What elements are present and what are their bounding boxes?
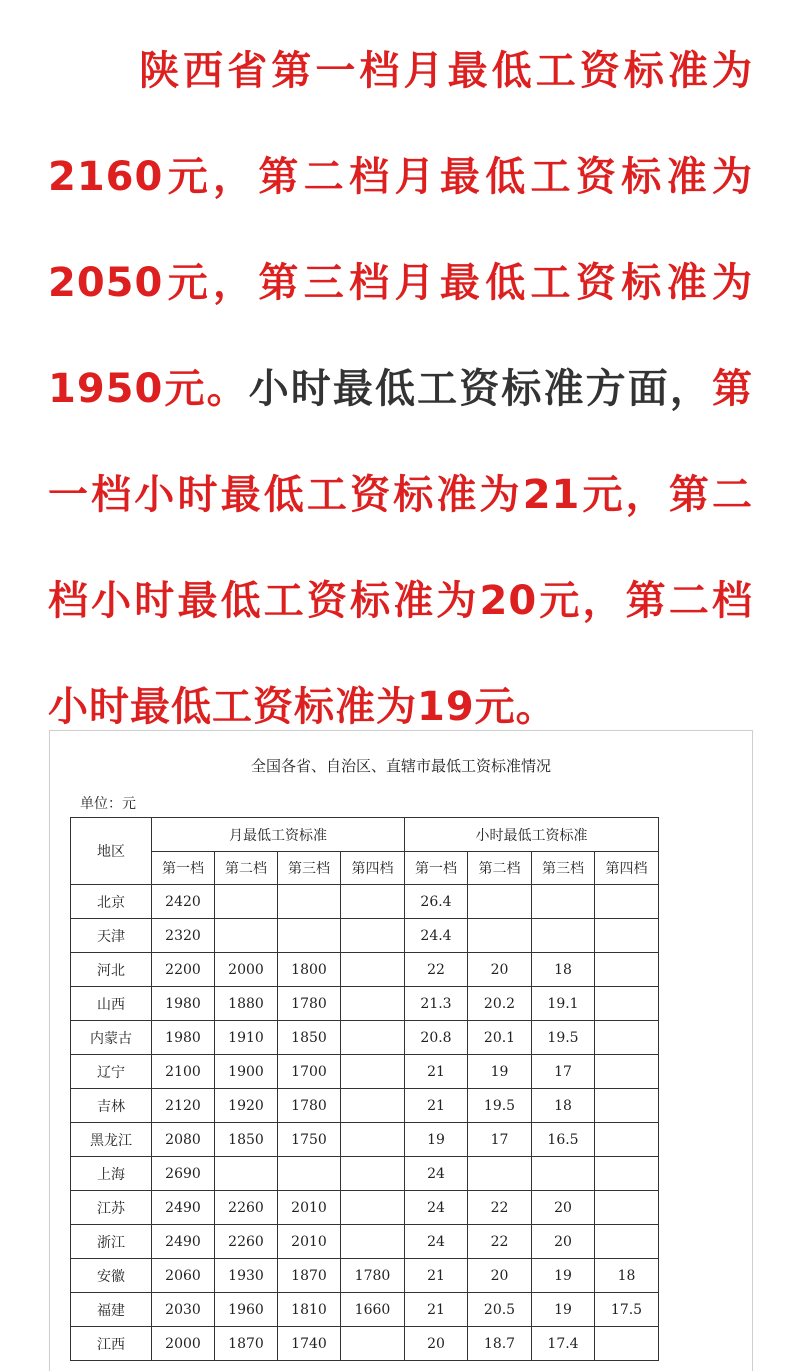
value-cell: 1700 (278, 1055, 341, 1089)
article-text-red-1: 陕西省第一档月最低工资标准为2160元，第二档月最低工资标准为2050元，第三档月最低工资标准为1950元。 (48, 48, 753, 412)
value-cell (595, 953, 659, 987)
region-cell: 河北 (71, 953, 152, 987)
value-cell: 19 (405, 1123, 468, 1157)
value-cell (341, 1157, 405, 1191)
value-cell: 1980 (152, 987, 215, 1021)
value-cell: 2000 (152, 1327, 215, 1361)
value-cell: 1850 (278, 1021, 341, 1055)
article-text-red-2: 第一档小时最低工资标准为21元，第二档小时最低工资标准为20元，第二档小时最低工资标准为19元。 (48, 366, 754, 730)
header-monthly-tier-1: 第一档 (152, 852, 215, 885)
value-cell: 24 (405, 1157, 468, 1191)
value-cell: 18 (595, 1259, 659, 1293)
value-cell (215, 885, 278, 919)
header-hourly: 小时最低工资标准 (405, 818, 659, 852)
value-cell: 20.8 (405, 1021, 468, 1055)
value-cell (278, 919, 341, 953)
value-cell (595, 1055, 659, 1089)
table-row (71, 1293, 659, 1327)
value-cell: 20 (468, 953, 532, 987)
value-cell: 20 (468, 1259, 532, 1293)
header-hourly-tier-3: 第三档 (532, 852, 595, 885)
value-cell: 19.5 (532, 1021, 595, 1055)
table-row (71, 987, 659, 1021)
region-cell: 内蒙古 (71, 1021, 152, 1055)
value-cell (215, 919, 278, 953)
value-cell: 1960 (215, 1293, 278, 1327)
table-row (71, 1327, 659, 1361)
value-cell: 1800 (278, 953, 341, 987)
value-cell (468, 1157, 532, 1191)
value-cell: 1980 (152, 1021, 215, 1055)
table-row (71, 1021, 659, 1055)
value-cell: 24 (405, 1191, 468, 1225)
table-body (71, 885, 659, 1361)
value-cell (341, 1089, 405, 1123)
table-row (71, 919, 659, 953)
table-row (71, 1225, 659, 1259)
value-cell: 20.1 (468, 1021, 532, 1055)
document-title: 全国各省、自治区、直辖市最低工资标准情况 (250, 757, 551, 775)
value-cell (595, 987, 659, 1021)
value-cell (278, 1157, 341, 1191)
region-cell: 北京 (71, 885, 152, 919)
value-cell (341, 1021, 405, 1055)
value-cell: 1780 (341, 1259, 405, 1293)
header-hourly-tier-4: 第四档 (595, 852, 659, 885)
value-cell: 22 (468, 1225, 532, 1259)
region-cell: 吉林 (71, 1089, 152, 1123)
value-cell: 26.4 (405, 885, 468, 919)
value-cell: 1780 (278, 987, 341, 1021)
region-cell: 天津 (71, 919, 152, 953)
value-cell: 1780 (278, 1089, 341, 1123)
article-paragraph (48, 18, 753, 760)
value-cell (341, 1191, 405, 1225)
value-cell (341, 1327, 405, 1361)
value-cell: 1740 (278, 1327, 341, 1361)
value-cell: 2030 (152, 1293, 215, 1327)
table-row (71, 1055, 659, 1089)
value-cell: 1870 (215, 1327, 278, 1361)
value-cell: 1930 (215, 1259, 278, 1293)
value-cell: 1750 (278, 1123, 341, 1157)
value-cell: 2260 (215, 1191, 278, 1225)
value-cell: 20 (532, 1191, 595, 1225)
region-cell: 江苏 (71, 1191, 152, 1225)
value-cell: 19.5 (468, 1089, 532, 1123)
value-cell: 24 (405, 1225, 468, 1259)
value-cell (595, 919, 659, 953)
value-cell (595, 1021, 659, 1055)
value-cell (341, 987, 405, 1021)
header-region: 地区 (71, 818, 152, 885)
table-header-row (71, 818, 659, 852)
value-cell (341, 1225, 405, 1259)
value-cell: 19 (532, 1293, 595, 1327)
table-row (71, 1259, 659, 1293)
value-cell (468, 885, 532, 919)
value-cell (595, 1191, 659, 1225)
value-cell (278, 885, 341, 919)
table-row (71, 1123, 659, 1157)
table-subheader-row (71, 852, 659, 885)
header-hourly-tier-2: 第二档 (468, 852, 532, 885)
value-cell: 20 (532, 1225, 595, 1259)
unit-label: 单位：元 (80, 796, 136, 812)
minimum-wage-table (70, 817, 659, 1361)
value-cell (595, 1157, 659, 1191)
table-row (71, 1157, 659, 1191)
value-cell (595, 1327, 659, 1361)
table-row (71, 953, 659, 987)
value-cell: 2060 (152, 1259, 215, 1293)
region-cell: 浙江 (71, 1225, 152, 1259)
region-cell: 江西 (71, 1327, 152, 1361)
value-cell: 17 (532, 1055, 595, 1089)
value-cell: 21.3 (405, 987, 468, 1021)
region-cell: 安徽 (71, 1259, 152, 1293)
value-cell (595, 1089, 659, 1123)
region-cell: 上海 (71, 1157, 152, 1191)
value-cell: 24.4 (405, 919, 468, 953)
header-monthly: 月最低工资标准 (152, 818, 405, 852)
value-cell: 2100 (152, 1055, 215, 1089)
value-cell (595, 885, 659, 919)
value-cell: 2120 (152, 1089, 215, 1123)
value-cell: 2420 (152, 885, 215, 919)
table-row (71, 1191, 659, 1225)
value-cell: 22 (405, 953, 468, 987)
value-cell: 17.5 (595, 1293, 659, 1327)
document-image (49, 730, 753, 1371)
value-cell: 1880 (215, 987, 278, 1021)
header-monthly-tier-2: 第二档 (215, 852, 278, 885)
value-cell: 2690 (152, 1157, 215, 1191)
value-cell: 20.5 (468, 1293, 532, 1327)
value-cell: 2000 (215, 953, 278, 987)
value-cell: 2260 (215, 1225, 278, 1259)
value-cell (341, 1055, 405, 1089)
value-cell: 1660 (341, 1293, 405, 1327)
header-monthly-tier-3: 第三档 (278, 852, 341, 885)
table-row (71, 885, 659, 919)
value-cell: 18 (532, 953, 595, 987)
value-cell (532, 919, 595, 953)
value-cell: 2490 (152, 1225, 215, 1259)
region-cell: 辽宁 (71, 1055, 152, 1089)
value-cell (341, 953, 405, 987)
value-cell: 2080 (152, 1123, 215, 1157)
value-cell: 1850 (215, 1123, 278, 1157)
value-cell: 2490 (152, 1191, 215, 1225)
value-cell: 21 (405, 1055, 468, 1089)
value-cell: 18 (532, 1089, 595, 1123)
region-cell: 山西 (71, 987, 152, 1021)
header-monthly-tier-4: 第四档 (341, 852, 405, 885)
value-cell: 19 (532, 1259, 595, 1293)
value-cell: 21 (405, 1259, 468, 1293)
value-cell: 20 (405, 1327, 468, 1361)
value-cell: 19.1 (532, 987, 595, 1021)
value-cell (468, 919, 532, 953)
value-cell (341, 1123, 405, 1157)
value-cell: 2010 (278, 1225, 341, 1259)
value-cell: 21 (405, 1089, 468, 1123)
value-cell (532, 885, 595, 919)
value-cell (215, 1157, 278, 1191)
value-cell: 2010 (278, 1191, 341, 1225)
value-cell: 1920 (215, 1089, 278, 1123)
value-cell: 1810 (278, 1293, 341, 1327)
value-cell (595, 1123, 659, 1157)
value-cell: 18.7 (468, 1327, 532, 1361)
value-cell: 2200 (152, 953, 215, 987)
header-hourly-tier-1: 第一档 (405, 852, 468, 885)
article-text-black: 小时最低工资标准方面， (248, 366, 713, 412)
region-cell: 福建 (71, 1293, 152, 1327)
value-cell: 16.5 (532, 1123, 595, 1157)
value-cell: 19 (468, 1055, 532, 1089)
value-cell (595, 1225, 659, 1259)
value-cell: 2320 (152, 919, 215, 953)
value-cell (341, 885, 405, 919)
value-cell: 17.4 (532, 1327, 595, 1361)
table-row (71, 1089, 659, 1123)
value-cell: 17 (468, 1123, 532, 1157)
value-cell: 1900 (215, 1055, 278, 1089)
value-cell: 1910 (215, 1021, 278, 1055)
value-cell: 1870 (278, 1259, 341, 1293)
value-cell (532, 1157, 595, 1191)
value-cell: 20.2 (468, 987, 532, 1021)
value-cell: 22 (468, 1191, 532, 1225)
region-cell: 黑龙江 (71, 1123, 152, 1157)
value-cell: 21 (405, 1293, 468, 1327)
value-cell (341, 919, 405, 953)
